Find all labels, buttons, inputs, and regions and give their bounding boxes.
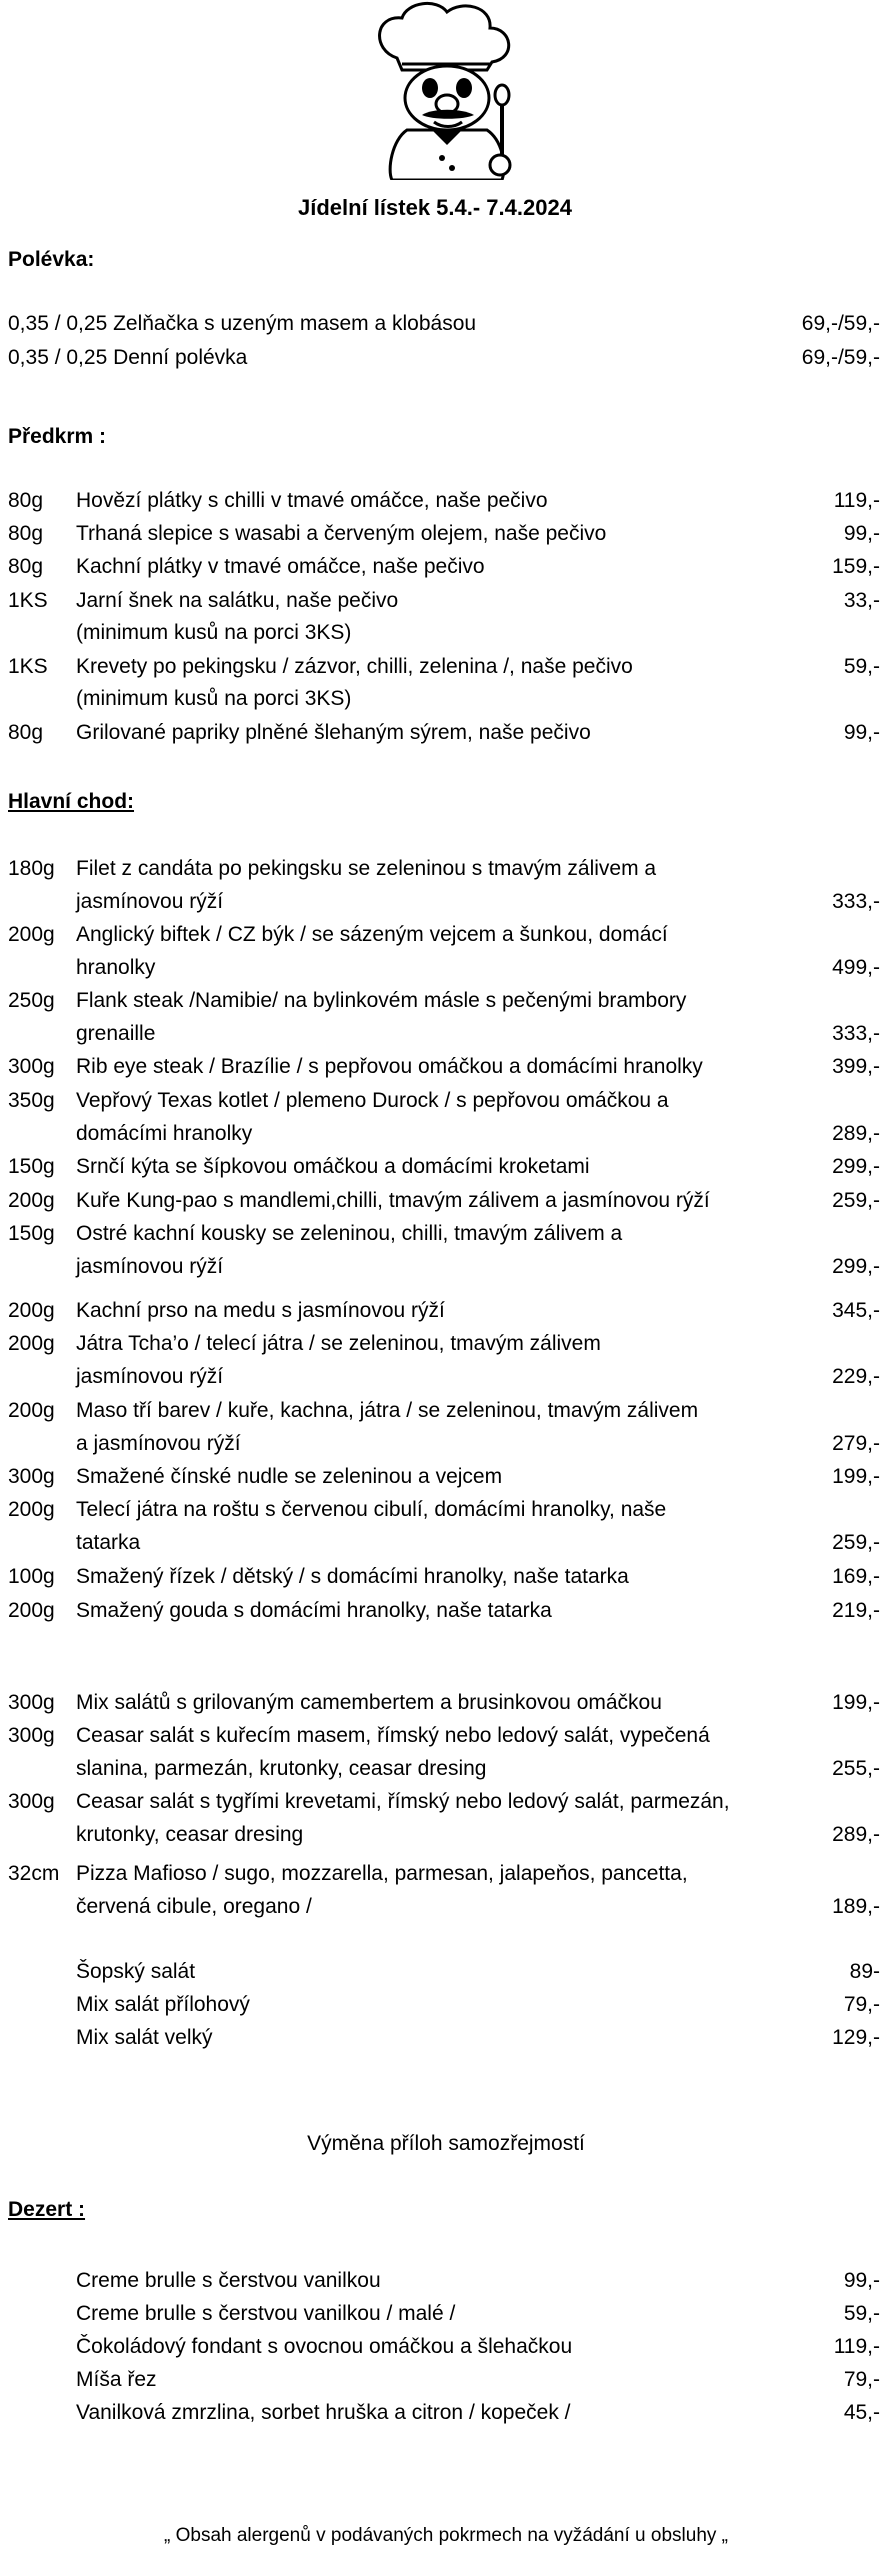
item-price: 299,- — [832, 1155, 880, 1178]
item-description: Creme brulle s čerstvou vanilkou / malé / — [76, 2302, 456, 2325]
item-price: 99,- — [843, 721, 880, 744]
item-description: Mix salát velký — [76, 2026, 213, 2049]
item-price: 345,- — [832, 1299, 880, 1322]
section-main: Hlavní chod: — [8, 790, 135, 813]
item-description: a jasmínovou rýží — [76, 1432, 241, 1455]
item-price: 99,- — [843, 2269, 880, 2292]
item-quantity: 200g — [8, 1599, 55, 1622]
item-quantity: 200g — [8, 1189, 55, 1212]
item-description: Hovězí plátky s chilli v tmavé omáčce, naše pečivo — [76, 489, 548, 512]
item-price: 99,- — [843, 522, 880, 545]
item-description: domácími hranolky — [76, 1122, 253, 1145]
item-description: Smažené čínské nudle se zeleninou a vejcem — [76, 1465, 503, 1488]
item-description: Ceasar salát s kuřecím masem, římský nebo ledový salát, vypečená — [76, 1724, 710, 1747]
item-description: (minimum kusů na porci 3KS) — [76, 621, 352, 644]
item-price: 289,- — [832, 1122, 880, 1145]
item-description: jasmínovou rýží — [76, 1255, 224, 1278]
item-price: 259,- — [832, 1531, 880, 1554]
item-price: 59,- — [843, 655, 880, 678]
item-price: 69,-/59,- — [801, 346, 880, 369]
item-quantity: 80g — [8, 489, 44, 512]
item-price: 69,-/59,- — [801, 312, 880, 335]
item-description: Smažený gouda s domácími hranolky, naše tatarka — [76, 1599, 552, 1622]
item-price: 79,- — [843, 1993, 880, 2016]
item-quantity: 150g — [8, 1155, 55, 1178]
item-description: Játra Tcha’o / telecí játra / se zeleninou, tmavým zálivem — [76, 1332, 601, 1355]
item-price: 399,- — [832, 1055, 880, 1078]
item-description: Ceasar salát s tygřími krevetami, římský nebo ledový salát, parmezán, — [76, 1790, 730, 1813]
item-description: Kachní prso na medu s jasmínovou rýží — [76, 1299, 445, 1322]
item-price: 33,- — [843, 589, 880, 612]
item-quantity: 80g — [8, 555, 44, 578]
item-price: 499,- — [832, 956, 880, 979]
item-quantity: 300g — [8, 1691, 55, 1714]
item-description: červená cibule, oregano / — [76, 1895, 312, 1918]
item-description: hranolky — [76, 956, 156, 979]
item-description: Maso tří barev / kuře, kachna, játra / se zeleninou, tmavým zálivem — [76, 1399, 699, 1422]
item-description: Mix salát přílohový — [76, 1993, 250, 2016]
item-description: krutonky, ceasar dresing — [76, 1823, 304, 1846]
item-price: 259,- — [832, 1189, 880, 1212]
chef-illustration — [352, 0, 542, 180]
item-price: 119,- — [833, 489, 880, 512]
item-quantity: 150g — [8, 1222, 55, 1245]
item-quantity: 180g — [8, 857, 55, 880]
item-price: 199,- — [832, 1691, 880, 1714]
item-price: 333,- — [832, 1022, 880, 1045]
item-description: 0,35 / 0,25 Zelňačka s uzeným masem a klobásou — [8, 312, 477, 335]
item-quantity: 80g — [8, 721, 44, 744]
item-description: Trhaná slepice s wasabi a červeným olejem, naše pečivo — [76, 522, 607, 545]
item-description: Míša řez — [76, 2368, 157, 2391]
item-description: Filet z candáta po pekingsku se zeleninou s tmavým zálivem a — [76, 857, 657, 880]
item-description: Srnčí kýta se šípkovou omáčkou a domácími kroketami — [76, 1155, 590, 1178]
item-quantity: 1KS — [8, 655, 48, 678]
item-quantity: 32cm — [8, 1862, 60, 1885]
item-quantity: 300g — [8, 1724, 55, 1747]
section-starter: Předkrm : — [8, 425, 107, 448]
item-description: Pizza Mafioso / sugo, mozzarella, parmesan, jalapeňos, pancetta, — [76, 1862, 688, 1885]
allergen-footer: „ Obsah alergenů v podávaných pokrmech na vyžádání u obsluhy „ — [164, 2525, 728, 2546]
item-quantity: 200g — [8, 923, 55, 946]
item-price: 255,- — [832, 1757, 880, 1780]
item-quantity: 100g — [8, 1565, 55, 1588]
item-description: Vepřový Texas kotlet / plemeno Durock / s pepřovou omáčkou a — [76, 1089, 669, 1112]
item-quantity: 300g — [8, 1790, 55, 1813]
item-description: Kuře Kung-pao s mandlemi,chilli, tmavým zálivem a jasmínovou rýží — [76, 1189, 710, 1212]
item-price: 279,- — [832, 1432, 880, 1455]
item-description: Krevety po pekingsku / zázvor, chilli, zelenina /, naše pečivo — [76, 655, 633, 678]
item-description: Flank steak /Namibie/ na bylinkovém másle s pečenými brambory — [76, 989, 687, 1012]
item-description: Mix salátů s grilovaným camembertem a brusinkovou omáčkou — [76, 1691, 662, 1714]
item-price: 289,- — [832, 1823, 880, 1846]
item-price: 89- — [849, 1960, 880, 1983]
item-description: Rib eye steak / Brazílie / s pepřovou omáčkou a domácími hranolky — [76, 1055, 703, 1078]
item-price: 219,- — [832, 1599, 880, 1622]
item-price: 229,- — [832, 1365, 880, 1388]
menu-title: Jídelní lístek 5.4.- 7.4.2024 — [298, 195, 572, 220]
item-quantity: 300g — [8, 1055, 55, 1078]
item-price: 59,- — [843, 2302, 880, 2325]
sides-note: Výměna příloh samozřejmostí — [307, 2132, 585, 2155]
item-description: Kachní plátky v tmavé omáčce, naše pečivo — [76, 555, 485, 578]
item-quantity: 300g — [8, 1465, 55, 1488]
item-description: 0,35 / 0,25 Denní polévka — [8, 346, 248, 369]
item-price: 199,- — [832, 1465, 880, 1488]
item-quantity: 200g — [8, 1299, 55, 1322]
item-quantity: 350g — [8, 1089, 55, 1112]
item-price: 159,- — [832, 555, 880, 578]
item-description: Šopský salát — [76, 1960, 196, 1983]
item-quantity: 200g — [8, 1498, 55, 1521]
item-quantity: 1KS — [8, 589, 48, 612]
item-description: Vanilková zmrzlina, sorbet hruška a citron / kopeček / — [76, 2401, 571, 2424]
section-dessert: Dezert : — [8, 2198, 86, 2221]
item-description: jasmínovou rýží — [76, 890, 224, 913]
item-quantity: 80g — [8, 522, 44, 545]
item-description: grenaille — [76, 1022, 156, 1045]
item-quantity: 200g — [8, 1332, 55, 1355]
item-price: 189,- — [832, 1895, 880, 1918]
item-description: (minimum kusů na porci 3KS) — [76, 687, 352, 710]
item-description: Ostré kachní kousky se zeleninou, chilli, tmavým zálivem a — [76, 1222, 623, 1245]
item-price: 333,- — [832, 890, 880, 913]
item-description: Jarní šnek na salátku, naše pečivo — [76, 589, 399, 612]
item-description: Smažený řízek / dětský / s domácími hranolky, naše tatarka — [76, 1565, 629, 1588]
item-price: 45,- — [843, 2401, 880, 2424]
item-quantity: 250g — [8, 989, 55, 1012]
section-soup: Polévka: — [8, 248, 95, 271]
item-description: Anglický biftek / CZ býk / se sázeným vejcem a šunkou, domácí — [76, 923, 668, 946]
item-description: slanina, parmezán, krutonky, ceasar dresing — [76, 1757, 487, 1780]
item-price: 129,- — [832, 2026, 880, 2049]
item-price: 169,- — [832, 1565, 880, 1588]
item-description: Telecí játra na roštu s červenou cibulí, domácími hranolky, naše — [76, 1498, 667, 1521]
item-price: 79,- — [843, 2368, 880, 2391]
item-price: 299,- — [832, 1255, 880, 1278]
item-price: 119,- — [833, 2335, 880, 2358]
item-description: Grilované papriky plněné šlehaným sýrem, naše pečivo — [76, 721, 591, 744]
item-description: tatarka — [76, 1531, 141, 1554]
item-description: Creme brulle s čerstvou vanilkou — [76, 2269, 381, 2292]
item-description: jasmínovou rýží — [76, 1365, 224, 1388]
item-quantity: 200g — [8, 1399, 55, 1422]
item-description: Čokoládový fondant s ovocnou omáčkou a šlehačkou — [76, 2335, 573, 2358]
